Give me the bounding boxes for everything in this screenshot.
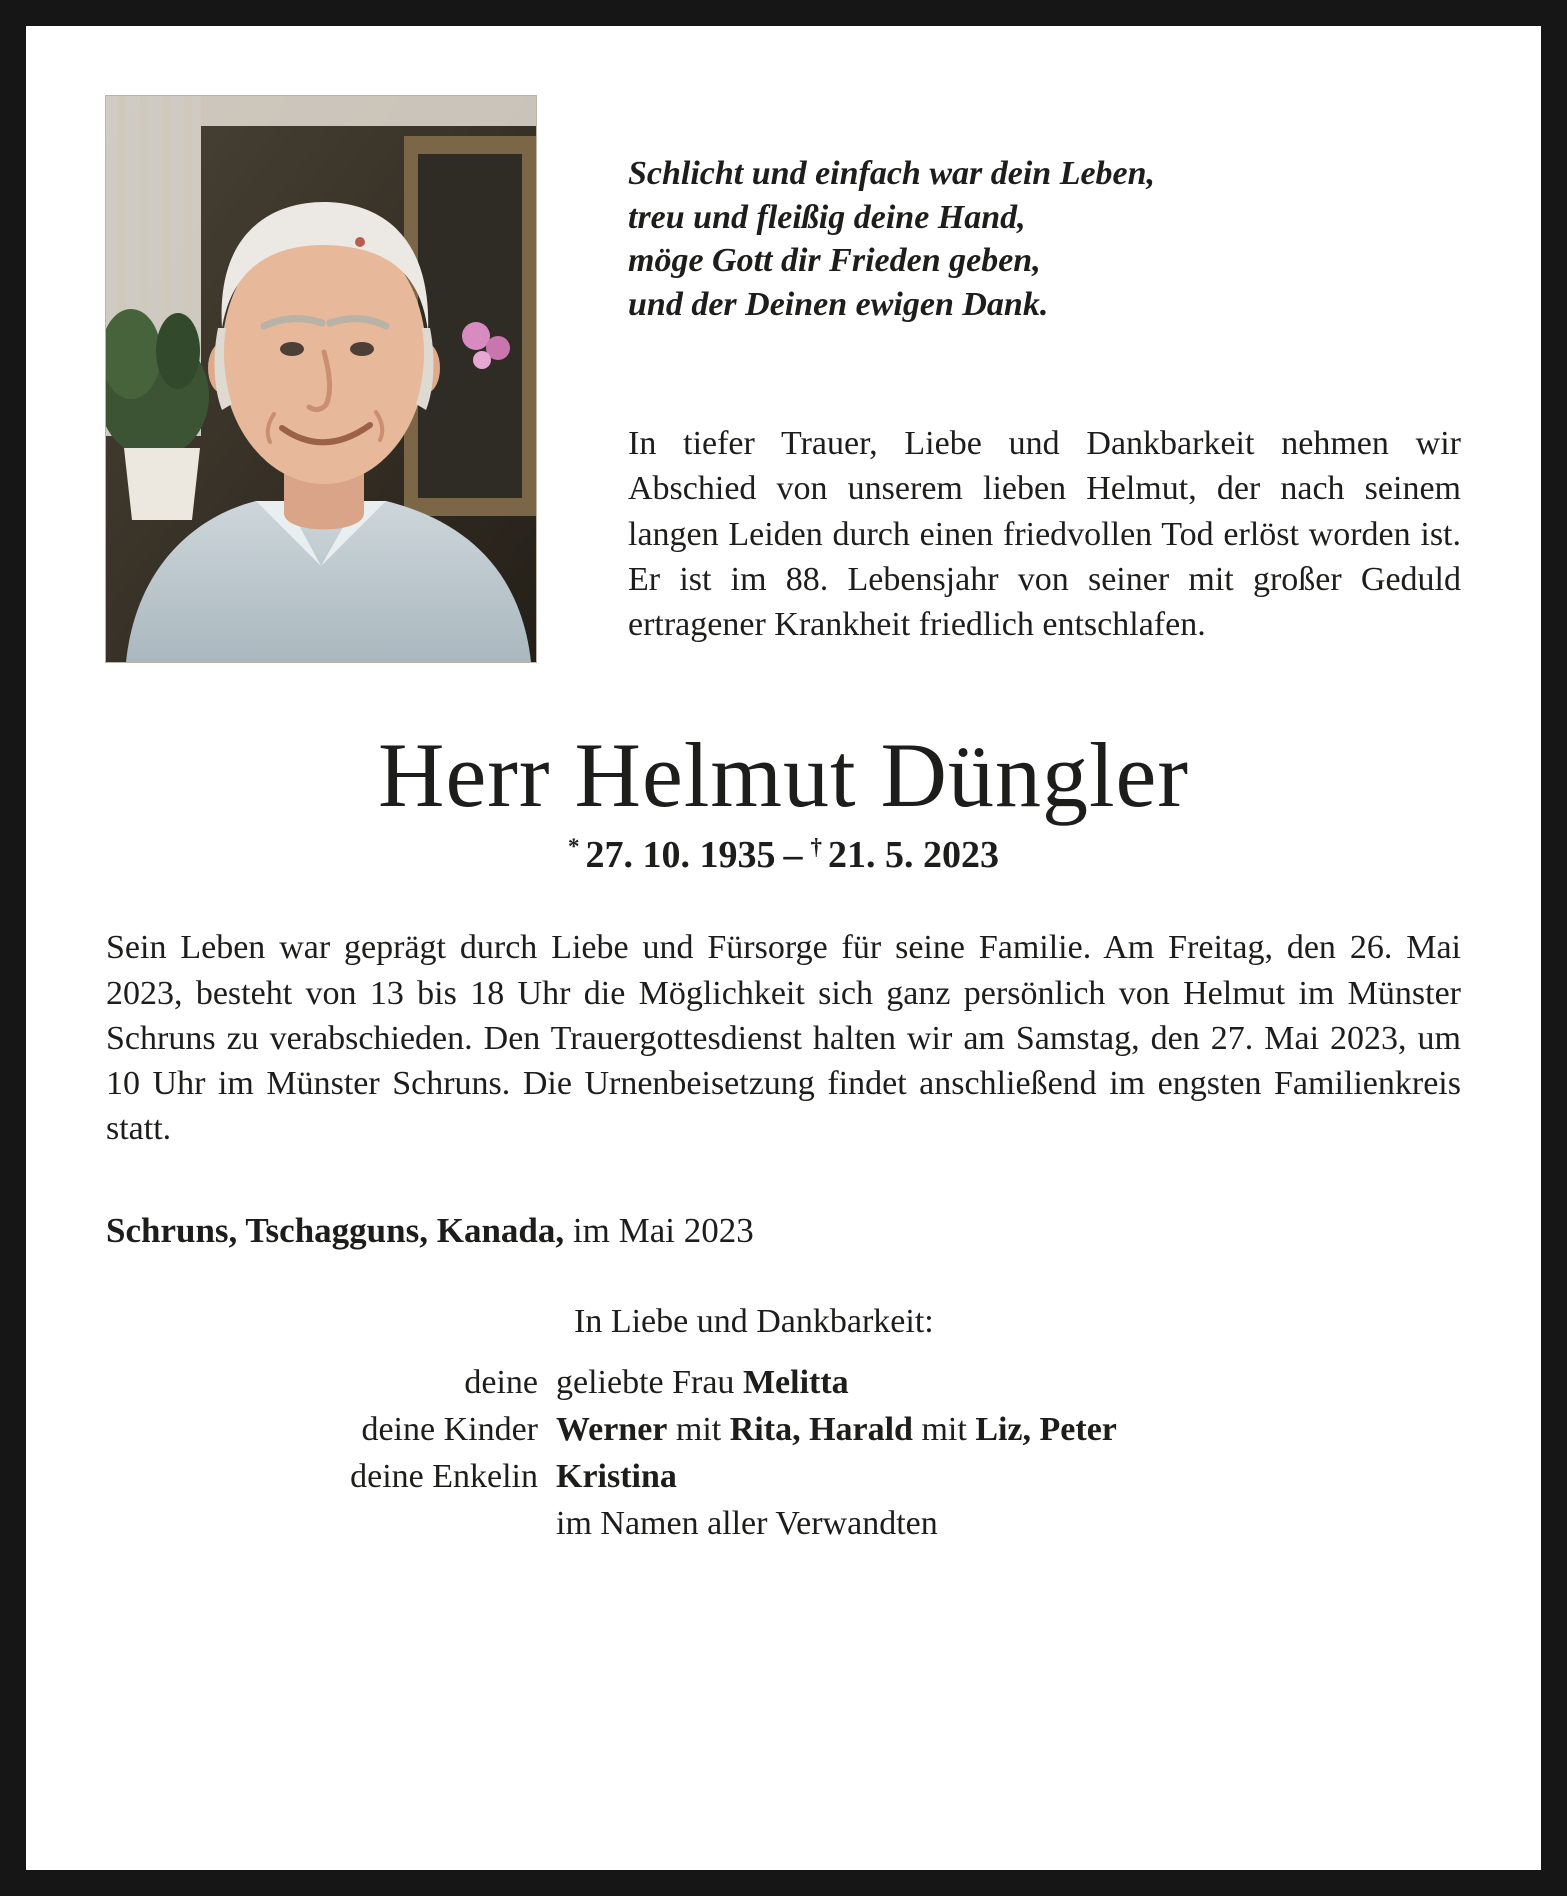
portrait-illustration: [106, 96, 536, 662]
poem-line-2: treu und fleißig deine Hand,: [628, 198, 1026, 236]
poem-line-1: Schlicht und einfach war dein Leben,: [628, 155, 1156, 192]
month-year-text: im Mai 2023: [564, 1211, 754, 1251]
family-names: Werner mit Rita, Harald mit Liz, Peter: [556, 1411, 1117, 1449]
memorial-poem: [628, 152, 1461, 326]
condolence-paragraph: In tiefer Trauer, Liebe und Dankbarkeit nehmen wir Abschied von unserem lieben Helmut, der nach seinem langen Leiden durch einen friedvollen Tod erlöst worden ist. Er ist im 88. Lebensjahr von seiner mit großer Geduld ertragener Krankheit friedlich entschlafen.: [628, 425, 1461, 643]
birth-date: 27. 10. 1935: [585, 834, 776, 877]
place-date-line: [106, 1211, 1461, 1251]
top-section: [106, 96, 1461, 662]
life-dates: [106, 833, 1461, 877]
family-names: geliebte Frau Melitta: [556, 1364, 849, 1402]
gratitude-heading: In Liebe und Dankbarkeit:: [574, 1303, 934, 1341]
poem-line-4: und der Deinen ewigen Dank.: [628, 285, 1049, 323]
portrait-photo: [106, 96, 536, 662]
family-names: Kristina: [556, 1458, 677, 1496]
family-row: [106, 1501, 1461, 1548]
dates-separator: –: [783, 834, 803, 877]
deceased-name: Herr Helmut Düngler: [378, 724, 1189, 826]
family-row: [106, 1360, 1461, 1407]
birth-symbol: *: [568, 833, 580, 859]
death-date: 21. 5. 2023: [828, 834, 999, 877]
family-list: [106, 1360, 1461, 1548]
family-role-label: deine Kinder: [361, 1411, 538, 1449]
funeral-announcement: Sein Leben war geprägt durch Liebe und Fürsorge für seine Familie. Am Freitag, den 26. Mai 2023, besteht von 13 bis 18 Uhr die Möglichkeit sich ganz persönlich von Helmut im Münster Schruns zu verabschieden. Den Trauergottesdienst halten wir am Samstag, den 27. Mai 2023, um 10 Uhr im Münster Schruns. Die Urnenbeisetzung findet anschließend im engsten Familienkreis statt.: [106, 929, 1461, 1148]
family-names: im Namen aller Verwandten: [556, 1505, 938, 1543]
death-symbol: †: [810, 833, 822, 859]
closing-section: [106, 1299, 1461, 1548]
right-column: [628, 96, 1461, 662]
family-row: [106, 1454, 1461, 1501]
poem-line-3: möge Gott dir Frieden geben,: [628, 242, 1041, 280]
family-role-label: deine: [464, 1364, 538, 1402]
places-text: Schruns, Tschagguns, Kanada,: [106, 1211, 565, 1251]
family-row: [106, 1407, 1461, 1454]
family-role-label: deine Enkelin: [350, 1458, 538, 1496]
family-role-label: [106, 1501, 556, 1548]
